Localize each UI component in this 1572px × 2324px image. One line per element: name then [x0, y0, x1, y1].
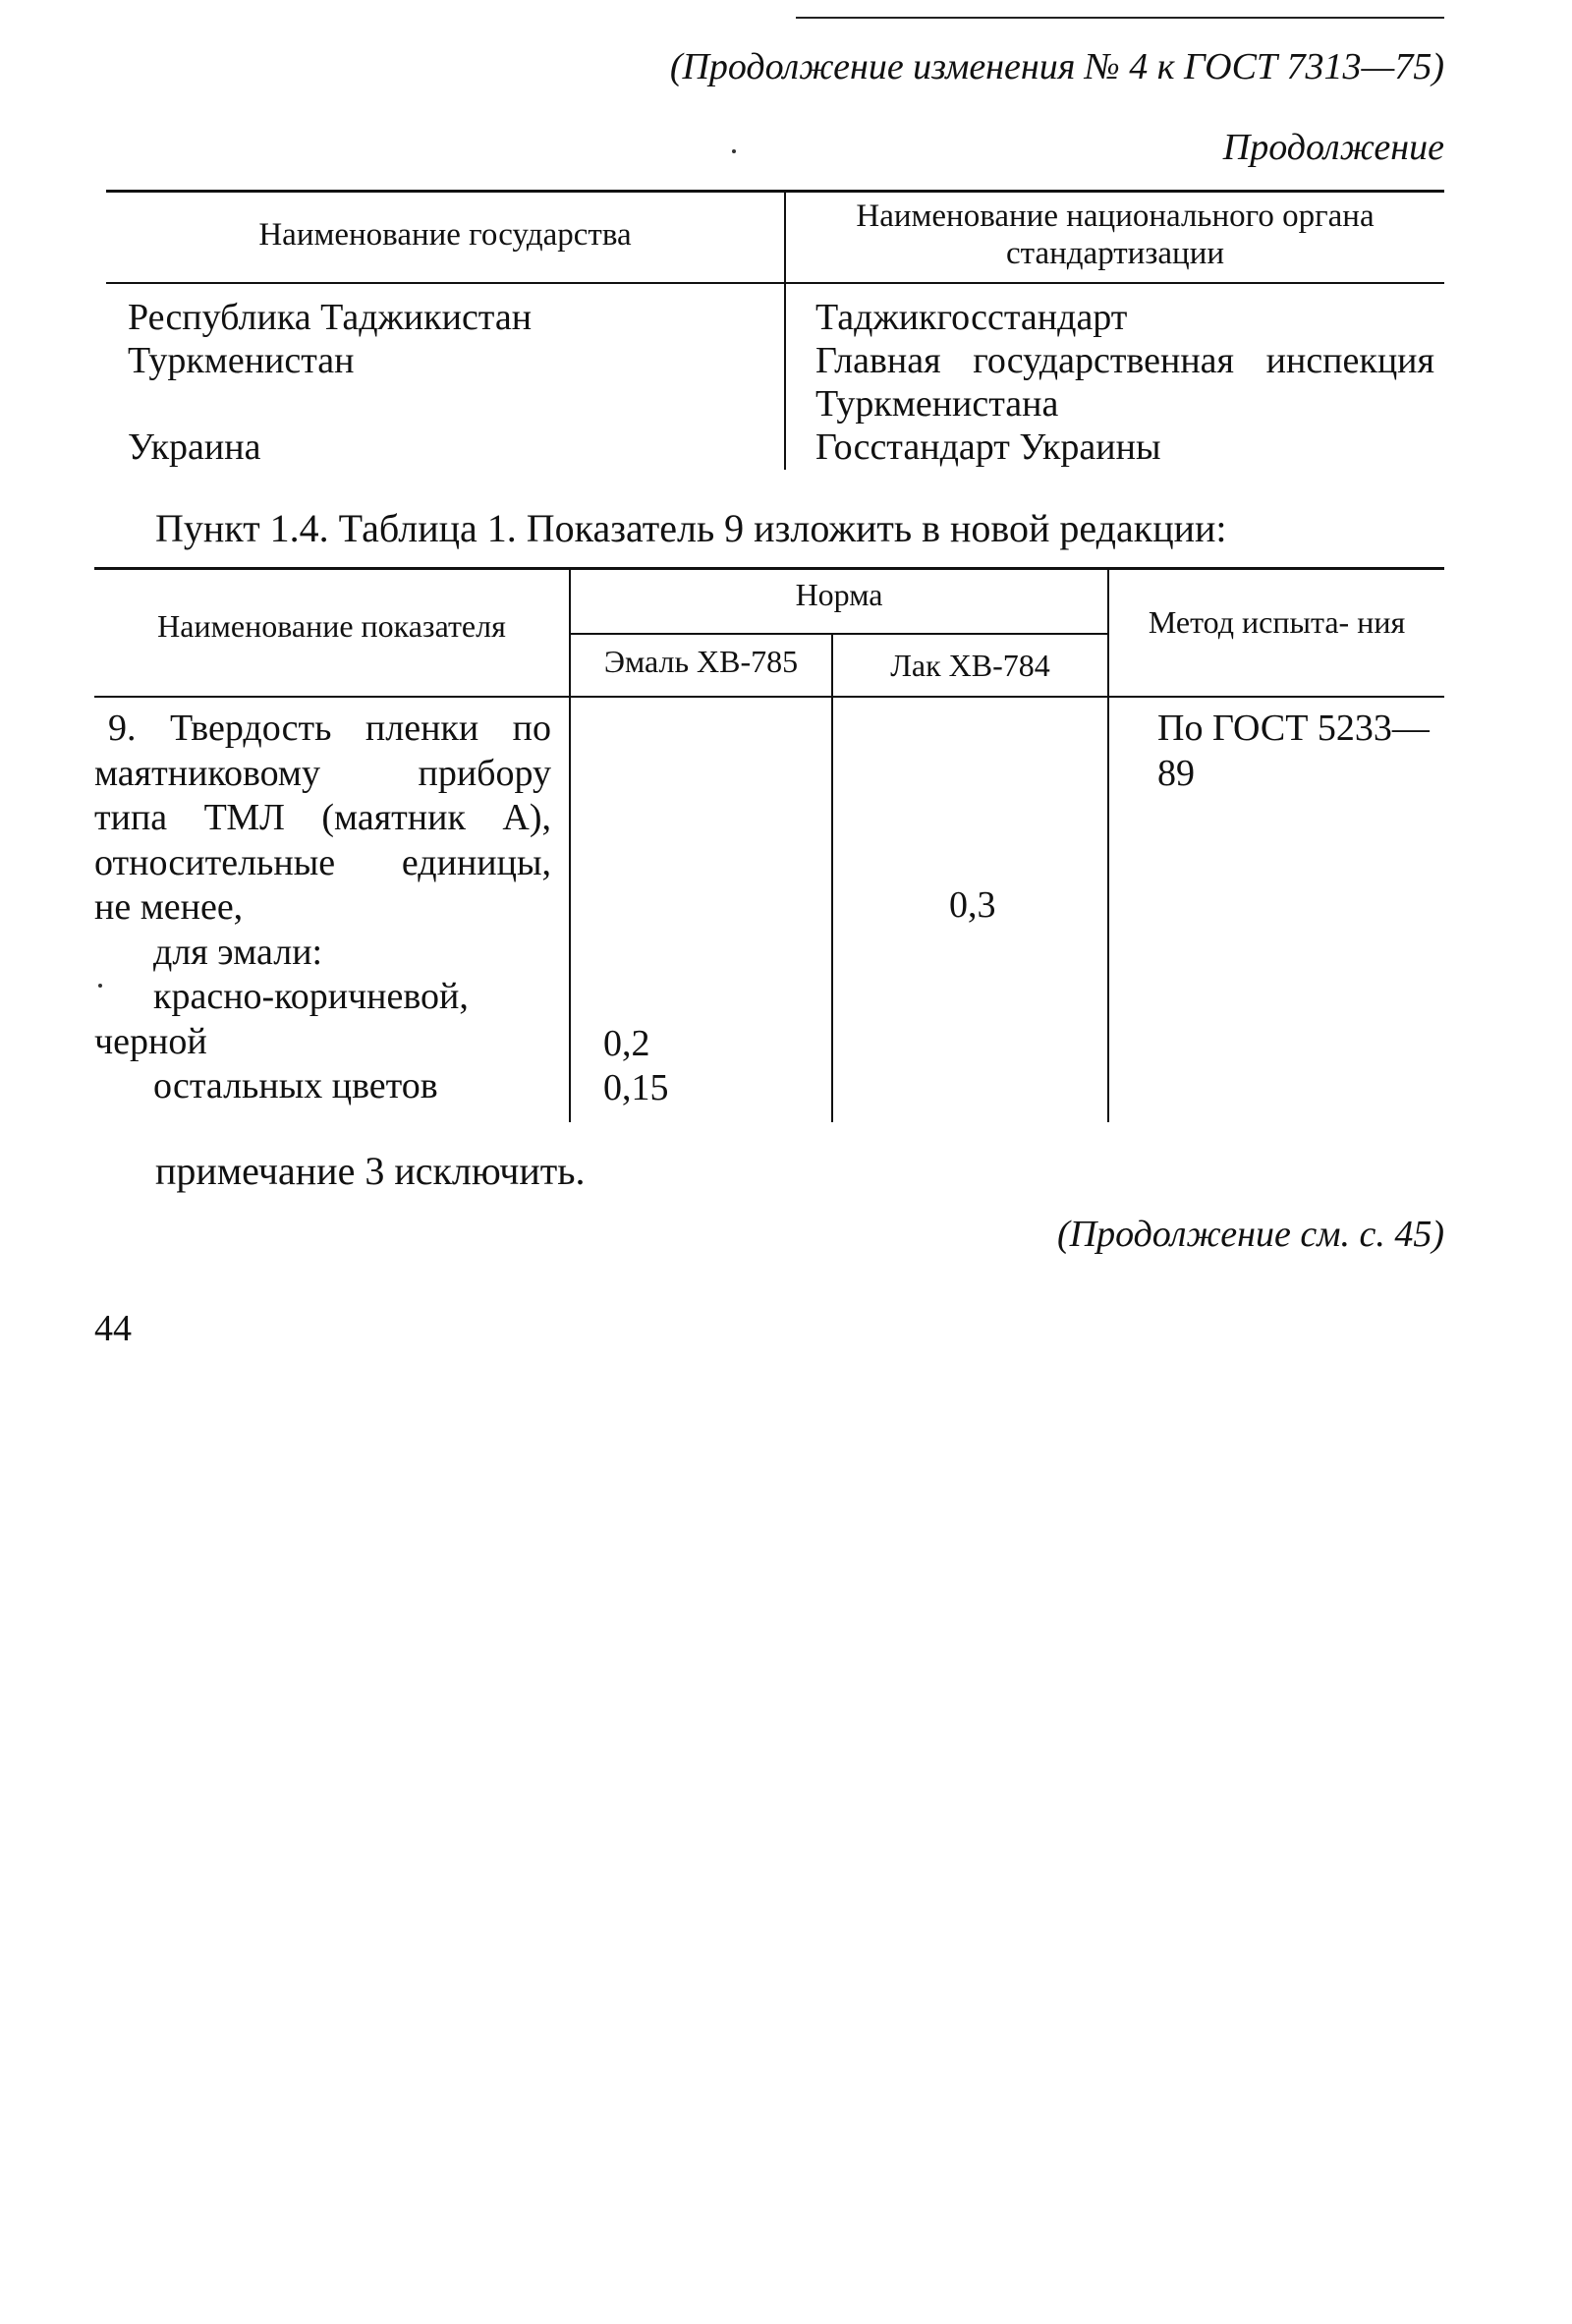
indicator-line: 9. Твердость пленки по [108, 708, 551, 749]
scan-speck [98, 984, 102, 988]
column-header-state: Наименование государства [258, 217, 632, 253]
footer-continuation: (Продолжение см. с. 45) [1056, 1214, 1444, 1255]
page-number: 44 [94, 1308, 132, 1349]
indicator-line: черной [94, 1020, 207, 1062]
indicator-name-cell [94, 707, 551, 1109]
table-row-state: Украина [128, 426, 261, 468]
table-row-body: Госстандарт Украины [815, 426, 1161, 468]
table-row-state: Республика Таджикистан [128, 297, 533, 338]
enamel-value-red-brown-black: 0,2 [603, 1023, 650, 1064]
column-divider [831, 633, 833, 1122]
note-line: примечание 3 исключить. [155, 1149, 586, 1193]
column-header-standards-body: Наименование национального органа стандартизации [856, 198, 1375, 271]
column-header-indicator: Наименование показателя [157, 608, 506, 644]
table-row-state: Туркменистан [128, 340, 355, 381]
table-row-body: Главная государственная инспекция Туркменистана [815, 340, 1434, 425]
running-header: (Продолжение изменения № 4 к ГОСТ 7313—75) [669, 46, 1444, 87]
scan-speck [732, 149, 736, 153]
column-header-lacquer: Лак ХВ-784 [890, 648, 1050, 683]
test-method-cell: По ГОСТ 5233—89 [1157, 708, 1430, 794]
indicator-line: не менее, [94, 886, 244, 928]
indicator-line: относительные единицы, [94, 841, 551, 883]
table-rule [94, 567, 1444, 570]
table-row-body: Таджикгосстандарт [815, 297, 1128, 338]
indicator-line: остальных цветов [153, 1065, 438, 1106]
enamel-value-other-colors: 0,15 [603, 1067, 669, 1108]
indicator-table [94, 567, 1444, 1122]
table-rule [106, 190, 1444, 193]
continuation-label: Продолжение [1222, 127, 1444, 168]
indicator-line: красно-коричневой, [153, 976, 469, 1017]
top-rule [796, 17, 1444, 19]
column-header-norma: Норма [795, 577, 883, 612]
indicator-line: типа ТМЛ (маятник А), [94, 797, 551, 838]
indicator-line: маятниковому прибору [94, 752, 551, 794]
indicator-line: для эмали: [153, 931, 323, 973]
amendment-paragraph: Пункт 1.4. Таблица 1. Показатель 9 изложить в новой редакции: [155, 506, 1227, 550]
subheader-rule [569, 633, 1107, 635]
header-rule [94, 696, 1444, 698]
header-rule [106, 282, 1444, 284]
standards-body-column [815, 296, 1434, 469]
column-divider [1107, 567, 1109, 1122]
column-header-test-method: Метод испыта- ния [1148, 604, 1406, 640]
column-header-enamel: Эмаль ХВ-785 [603, 644, 799, 679]
state-column [128, 296, 776, 469]
standards-bodies-table [106, 190, 1444, 470]
lacquer-value: 0,3 [949, 884, 996, 926]
